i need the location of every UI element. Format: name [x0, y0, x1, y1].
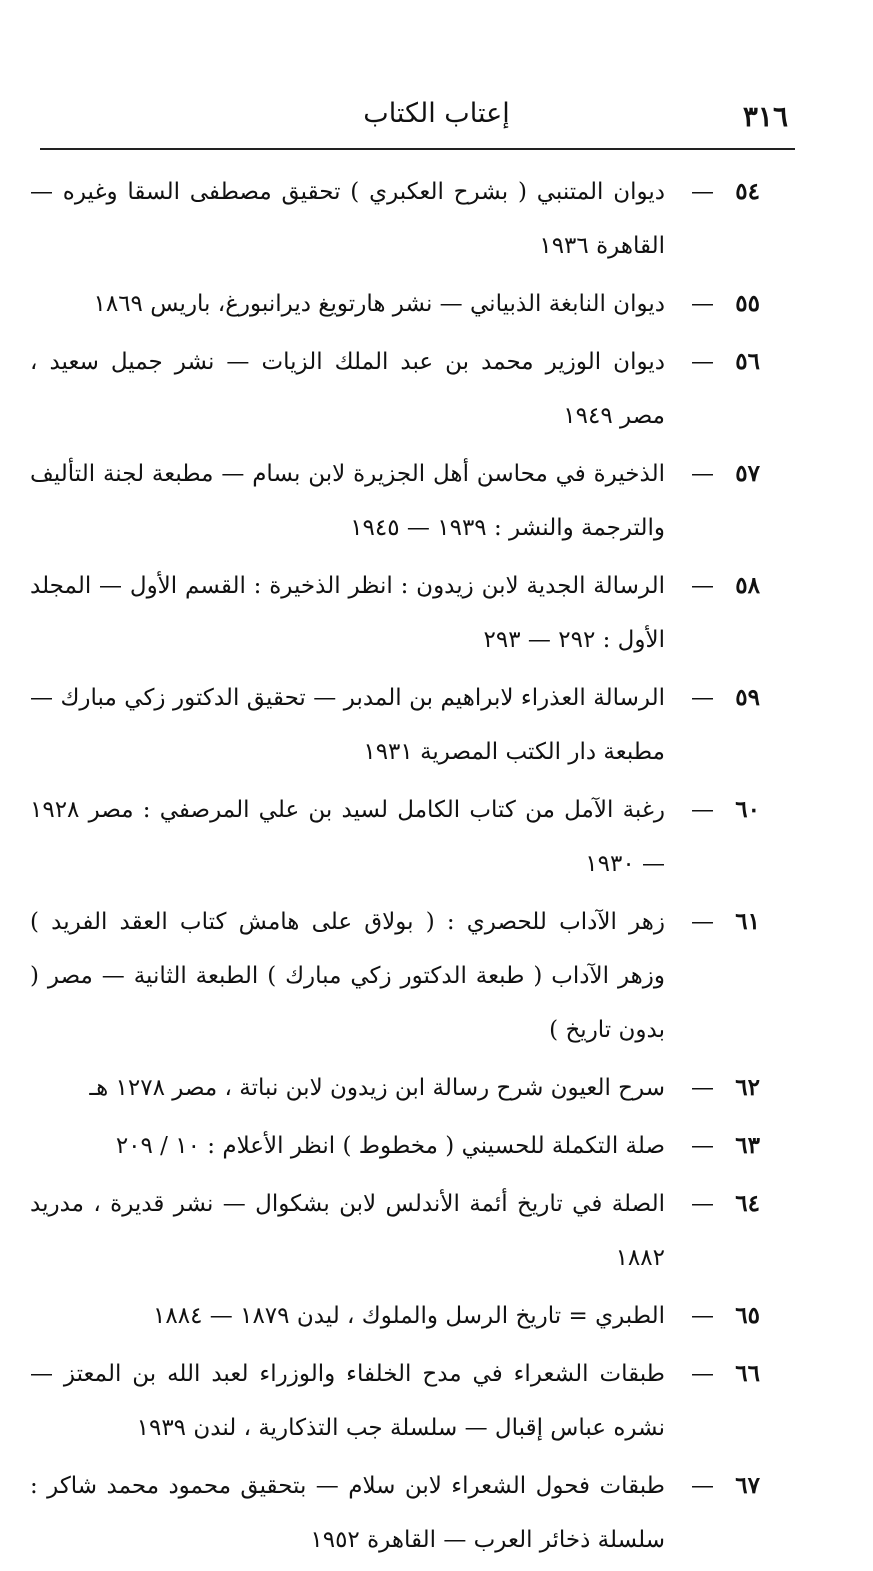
bibliography-entry: [30, 1289, 760, 1343]
entry-dash: —: [691, 797, 714, 823]
entry-text: الرسالة العذراء لابراهيم بن المدبر — تحقيق الدكتور زكي مبارك — مطبعة دار الكتب المصرية ١٩٣١: [30, 685, 665, 765]
entry-number: ٥٤: [735, 178, 760, 205]
entry-number: ٥٦: [735, 348, 760, 375]
entry-number: ٦٢: [735, 1074, 760, 1101]
entry-dash: —: [691, 1361, 714, 1387]
bibliography-entry: [30, 447, 760, 555]
bibliography-entry: [30, 1061, 760, 1115]
entry-number: ٦٤: [735, 1190, 760, 1217]
bibliography-list: [30, 165, 760, 1571]
entry-number: ٦٣: [735, 1132, 760, 1159]
entry-text: طبقات الشعراء في مدح الخلفاء والوزراء لعبد الله بن المعتز — نشره عباس إقبال — سلسلة جب التذكارية ، لندن ١٩٣٩: [30, 1361, 665, 1441]
entry-number: ٥٩: [735, 684, 760, 711]
entry-text: زهر الآداب للحصري : ( بولاق على هامش كتاب العقد الفريد ) وزهر الآداب ( طبعة الدكتور زكي مبارك ) الطبعة الثانية — مصر ( بدون تاريخ ): [30, 909, 665, 1043]
entry-dash: —: [691, 1075, 714, 1101]
entry-text: الذخيرة في محاسن أهل الجزيرة لابن بسام — مطبعة لجنة التأليف والترجمة والنشر : ١٩٣٩ — ١٩٤٥: [30, 461, 665, 541]
bibliography-entry: [30, 671, 760, 779]
bibliography-entry: [30, 1119, 760, 1173]
entry-dash: —: [691, 461, 714, 487]
entry-number: ٦٦: [735, 1360, 760, 1387]
bibliography-entry: [30, 1347, 760, 1455]
entry-text: الطبري = تاريخ الرسل والملوك ، ليدن ١٨٧٩ — ١٨٨٤: [153, 1303, 665, 1329]
entry-dash: —: [691, 1133, 714, 1159]
running-title: إعتاب الكتاب: [363, 98, 510, 129]
entry-dash: —: [691, 909, 714, 935]
entry-number: ٥٨: [735, 572, 760, 599]
entry-text: صلة التكملة للحسيني ( مخطوط ) انظر الأعلام : ١٠ / ٢٠٩: [115, 1133, 665, 1159]
header-rule: [40, 148, 795, 150]
entry-text: سرح العيون شرح رسالة ابن زيدون لابن نباتة ، مصر ١٢٧٨ هـ: [89, 1075, 665, 1101]
entry-dash: —: [691, 1191, 714, 1217]
page-number: ٣١٦: [742, 100, 788, 133]
bibliography-entry: [30, 559, 760, 667]
bibliography-entry: [30, 783, 760, 891]
entry-text: ديوان النابغة الذبياني — نشر هارتويغ ديرانبورغ، باريس ١٨٦٩: [93, 291, 665, 317]
bibliography-entry: [30, 277, 760, 331]
entry-dash: —: [691, 1303, 714, 1329]
entry-text: الصلة في تاريخ أئمة الأندلس لابن بشكوال — نشر قديرة ، مدريد ١٨٨٢: [30, 1191, 665, 1271]
bibliography-entry: [30, 895, 760, 1057]
entry-dash: —: [691, 291, 714, 317]
entry-text: الرسالة الجدية لابن زيدون : انظر الذخيرة : القسم الأول — المجلد الأول : ٢٩٢ — ٢٩٣: [30, 573, 665, 653]
entry-text: رغبة الآمل من كتاب الكامل لسيد بن علي المرصفي : مصر ١٩٢٨ — ١٩٣٠: [30, 797, 665, 877]
entry-number: ٦١: [735, 908, 760, 935]
entry-text: طبقات فحول الشعراء لابن سلام — بتحقيق محمود محمد شاكر : سلسلة ذخائر العرب — القاهرة ١٩٥٢: [30, 1473, 665, 1553]
bibliography-entry: [30, 1177, 760, 1285]
entry-number: ٥٧: [735, 460, 760, 487]
entry-text: ديوان المتنبي ( بشرح العكبري ) تحقيق مصطفى السقا وغيره — القاهرة ١٩٣٦: [30, 179, 665, 259]
entry-dash: —: [691, 349, 714, 375]
entry-text: ديوان الوزير محمد بن عبد الملك الزيات — نشر جميل سعيد ، مصر ١٩٤٩: [30, 349, 665, 429]
entry-dash: —: [691, 573, 714, 599]
entry-dash: —: [691, 1473, 714, 1499]
entry-number: ٥٥: [735, 290, 760, 317]
bibliography-entry: [30, 1459, 760, 1567]
entry-number: ٦٥: [735, 1302, 760, 1329]
entry-dash: —: [691, 685, 714, 711]
bibliography-entry: [30, 165, 760, 273]
entry-dash: —: [691, 179, 714, 205]
entry-number: ٦٠: [735, 796, 760, 823]
bibliography-entry: [30, 335, 760, 443]
entry-number: ٦٧: [735, 1472, 760, 1499]
